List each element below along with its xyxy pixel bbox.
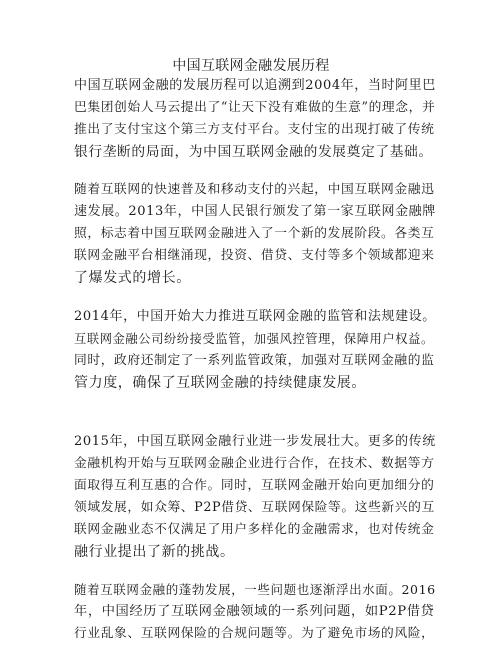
text-line: 联网金融业态不仅满足了用户多样化的金融需求，也对传统金	[74, 522, 435, 537]
text-line: 面取得互利互惠的合作。同时，互联网金融开始向更加细分的	[74, 478, 435, 493]
text-line: 随着互联网的快速普及和移动支付的兴起，中国互联网金融迅	[74, 182, 435, 197]
paragraph-4	[74, 431, 434, 563]
text-line: 照，标志着中国互联网金融进入了一个新的发展阶段。各类互	[74, 226, 435, 241]
document-title: 中国互联网金融发展历程	[172, 58, 330, 74]
paragraph-2	[74, 179, 434, 289]
text-line: 中国互联网金融的发展历程可以追溯到2004年，当时阿里巴	[74, 78, 436, 93]
text-line: 行业乱象、互联网保险的合规问题等。为了避免市场的风险，	[74, 626, 435, 641]
paragraph-1	[74, 75, 434, 163]
text-line: 随着互联网金融的蓬勃发展，一些问题也逐渐浮出水面。2016	[74, 582, 436, 597]
text-line: 互联网金融公司纷纷接受监管，加强风控管理，保障用户权益。	[74, 332, 434, 346]
text-line: 年，中国经历了互联网金融领域的一系列问题，如P2P借贷	[74, 604, 435, 619]
text-line: 管力度，确保了互联网金融的持续健康发展。	[74, 375, 366, 391]
text-line: 融行业提出了新的挑战。	[74, 544, 235, 560]
text-line: 2015年，中国互联网金融行业进一步发展壮大。更多的传统	[74, 434, 436, 449]
text-line: 同时，政府还制定了一系列监管政策，加强对互联网金融的监	[74, 353, 435, 368]
paragraph-5	[74, 579, 434, 645]
text-line: 联网金融平台相继涌现，投资、借贷、支付等多个领域都迎来	[74, 248, 435, 263]
text-line: 了爆发式的增长。	[74, 270, 191, 286]
text-line: 2014年，中国开始大力推进互联网金融的监管和法规建设。	[74, 309, 436, 324]
text-line: 巴集团创始人马云提出了“让天下没有难做的生意”的理念，并	[74, 100, 436, 115]
text-line: 银行垄断的局面，为中国互联网金融的发展奠定了基础。	[74, 144, 433, 160]
text-line: 速发展。2013年，中国人民银行颁发了第一家互联网金融牌	[74, 204, 436, 219]
text-line: 推出了支付宝这个第三方支付平台。支付宝的出现打破了传统	[74, 122, 435, 137]
text-line: 金融机构开始与互联网金融企业进行合作，在技术、数据等方	[74, 456, 435, 471]
paragraph-3	[74, 306, 434, 394]
text-line: 领域发展，如众筹、P2P借贷、互联网保险等。这些新兴的互	[74, 500, 435, 515]
